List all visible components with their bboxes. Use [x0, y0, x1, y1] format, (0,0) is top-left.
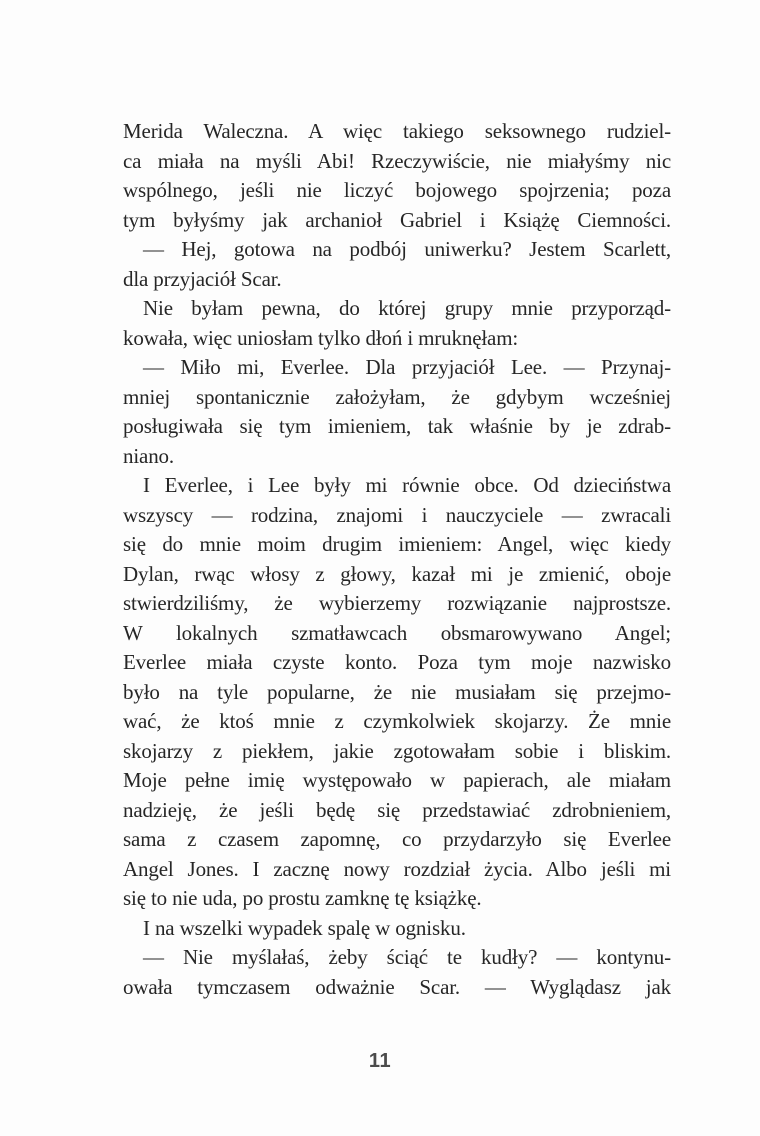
text-line: nadzieję, że jeśli będę się przedstawiać zdrobnieniem,: [123, 797, 671, 822]
paragraph: [123, 117, 671, 235]
text-line: Everlee miała czyste konto. Poza tym moje nazwisko: [123, 650, 671, 674]
text-line: Merida Waleczna. A więc takiego seksownego rudziel-: [123, 119, 671, 143]
text-line: kowała, więc uniosłam tylko dłoń i mruknęłam:: [123, 325, 519, 350]
text-line: I na wszelki wypadek spalę w ognisku.: [143, 915, 466, 940]
text-line: dla przyjaciół Scar.: [123, 266, 282, 291]
text-line: W lokalnych szmatławcach obsmarowywano Angel;: [123, 620, 671, 645]
text-line: — Nie myślałaś, żeby ściąć te kudły? — kontynu-: [143, 945, 671, 969]
text-line: sama z czasem zapomnę, co przydarzyło się Everlee: [123, 827, 671, 851]
paragraph: [123, 294, 671, 353]
paragraph: [123, 914, 671, 944]
text-line: Nie byłam pewna, do której grupy mnie przyporząd-: [143, 296, 671, 320]
paragraph: [123, 353, 671, 471]
text-line: wszyscy — rodzina, znajomi i nauczyciele — zwracali: [123, 502, 671, 527]
text-line: się do mnie moim drugim imieniem: Angel, więc kiedy: [123, 532, 671, 556]
text-line: I Everlee, i Lee były mi równie obce. Od dzieciństwa: [143, 473, 671, 497]
text-line: tym byłyśmy jak archanioł Gabriel i Książę Ciemności.: [123, 207, 671, 232]
paragraph: [123, 235, 671, 294]
text-line: posługiwała się tym imieniem, tak właśnie by je zdrab-: [123, 414, 671, 438]
text-line: stwierdziliśmy, że wybierzemy rozwiązanie najprostsze.: [123, 591, 671, 615]
text-line: było na tyle popularne, że nie musiałam się przejmo-: [123, 679, 671, 704]
text-line: owała tymczasem odważnie Scar. — Wyglądasz jak: [123, 974, 671, 999]
text-line: wspólnego, jeśli nie liczyć bojowego spojrzenia; poza: [123, 178, 671, 202]
text-line: Moje pełne imię występowało w papierach, ale miałam: [123, 768, 671, 792]
text-line: — Miło mi, Everlee. Dla przyjaciół Lee. — Przynaj-: [143, 355, 671, 379]
text-line: niano.: [123, 443, 175, 468]
paragraph: [123, 471, 671, 914]
text-line: się to nie uda, po prostu zamknę tę książkę.: [123, 886, 482, 910]
text-line: Dylan, rwąc włosy z głowy, kazał mi je zmienić, oboje: [123, 561, 671, 586]
body-text: [123, 117, 671, 1002]
text-line: ca miała na myśli Abi! Rzeczywiście, nie miałyśmy nic: [123, 148, 671, 173]
text-line: mniej spontanicznie założyłam, że gdybym wcześniej: [123, 384, 671, 409]
text-line: Angel Jones. I zacznę nowy rozdział życia. Albo jeśli mi: [123, 856, 671, 881]
paragraph: [123, 943, 671, 1002]
page-number: 11: [368, 1050, 392, 1072]
text-line: skojarzy z piekłem, jakie zgotowałam sobie i bliskim.: [123, 738, 671, 763]
text-line: wać, że ktoś mnie z czymkolwiek skojarzy. Że mnie: [123, 709, 671, 733]
text-line: — Hej, gotowa na podbój uniwerku? Jestem Scarlett,: [143, 237, 671, 261]
